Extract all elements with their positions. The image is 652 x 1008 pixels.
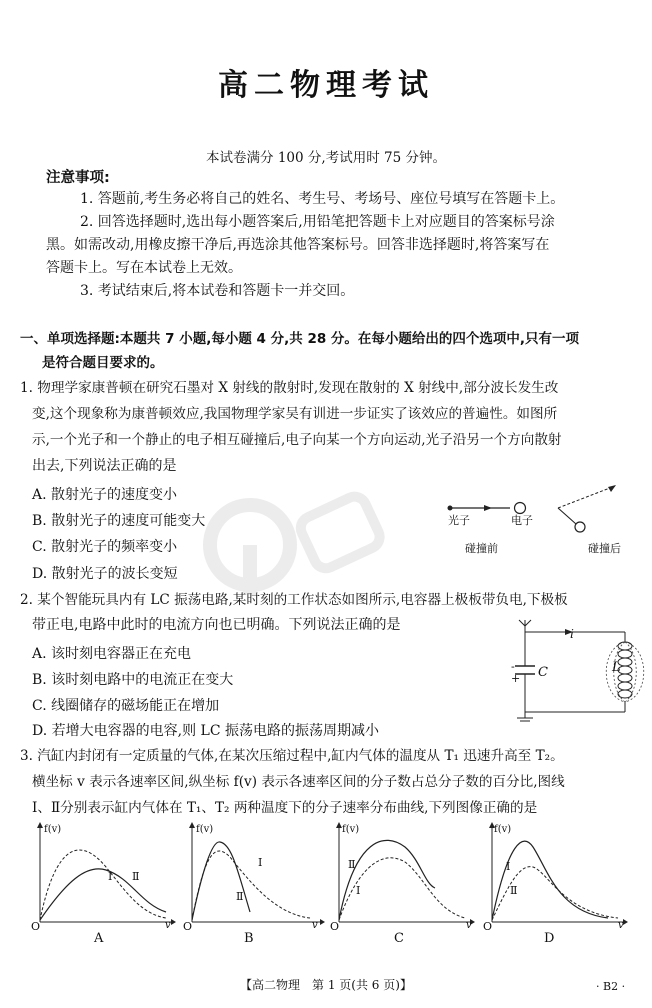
graph-d-xlabel: v [618, 920, 624, 931]
q2-option-c: C. 线圈储存的磁场能正在增加 [32, 698, 220, 714]
q1-line-2: 变,这个现象称为康普顿效应,我国物理学家吴有训进一步证实了该效应的普遍性。如图所 [32, 406, 558, 422]
notice-line-5: 3. 考试结束后,将本试卷和答题卡一并交回。 [80, 283, 355, 299]
lc-circuit-figure [505, 618, 645, 728]
fig-before-label: 碰撞前 [465, 542, 498, 555]
graph-d-label: D [544, 931, 555, 946]
graph-a-curve-2-label: Ⅱ [132, 870, 140, 883]
q2-line-2: 带正电,电路中此时的电流方向也已明确。下列说法正确的是 [32, 617, 401, 633]
scattered-arrow-icon [608, 485, 616, 492]
graph-a-curve-dashed [40, 850, 166, 920]
graph-d-origin: O [483, 920, 493, 933]
graph-c-curve-2-label: Ⅱ [348, 858, 356, 871]
notice-line-1: 1. 答题前,考生务必将自己的姓名、考生号、考场号、座位号填写在答题卡上。 [80, 191, 565, 207]
graph-c-origin: O [330, 920, 340, 933]
q1-option-d: D. 散射光子的波长变短 [32, 566, 178, 582]
graph-c [325, 822, 475, 930]
graph-b-curve-solid [192, 842, 250, 920]
graph-c-label: C [394, 931, 404, 946]
graph-b-curve-1-label: Ⅰ [258, 856, 263, 869]
fig-photon-label: 光子 [448, 514, 470, 527]
section-heading-line1: 一、单项选择题:本题共 7 小题,每小题 4 分,共 28 分。在每小题给出的四个选项中,只有一项 [20, 331, 580, 347]
current-label: i [570, 627, 574, 641]
graph-c-curve-solid [339, 840, 435, 920]
notice-line-4: 答题卡上。写在本试卷上无效。 [46, 260, 242, 276]
graph-a-curve-solid [40, 869, 166, 920]
page-code: · B2 · [596, 980, 626, 993]
fig-after-label: 碰撞后 [588, 542, 621, 555]
graph-a [26, 822, 176, 930]
q1-line-1: 1. 物理学家康普顿在研究石墨对 X 射线的散射时,发现在散射的 X 射线中,部分波长发生改 [20, 380, 559, 396]
graph-a-label: A [94, 931, 104, 946]
graph-a-origin: O [31, 920, 41, 933]
page-title: 高二物理考试 [218, 68, 434, 103]
scattered-photon-path [558, 486, 615, 508]
section-heading-line2: 是符合题目要求的。 [42, 355, 164, 371]
graph-b-curve-2-label: Ⅱ [236, 890, 244, 903]
q1-line-3: 示,一个光子和一个静止的电子相互碰撞后,电子向某一个方向运动,光子沿另一个方向散射 [32, 432, 562, 448]
page-footer: 【高二物理 第 1 页(共 6 页)】 [240, 978, 412, 992]
graph-b-ylabel: f(v) [196, 824, 214, 835]
graph-c-xlabel: v [466, 920, 472, 931]
graph-d-curve-1-label: Ⅰ [506, 860, 511, 873]
graph-b-origin: O [183, 920, 193, 933]
plus-sign: + [511, 672, 521, 685]
graph-b-xlabel: v [312, 920, 318, 931]
minus-sign: - [511, 660, 515, 673]
fig-electron-label: 电子 [511, 514, 533, 527]
photon-arrow-icon [484, 505, 492, 511]
graph-d-curve-solid [492, 841, 608, 920]
q1-option-c: C. 散射光子的频率变小 [32, 539, 178, 555]
q1-option-b: B. 散射光子的速度可能变大 [32, 513, 206, 529]
notice-line-3: 黑。如需改动,用橡皮擦干净后,再选涂其他答案标号。回答非选择题时,将答案写在 [46, 237, 550, 253]
q2-option-a: A. 该时刻电容器正在充电 [32, 646, 192, 662]
graph-c-ylabel: f(v) [342, 824, 360, 835]
graph-d-curve-2-label: Ⅱ [510, 884, 518, 897]
graph-a-curve-1-label: Ⅰ [108, 870, 113, 883]
q2-option-b: B. 该时刻电路中的电流正在变大 [32, 672, 234, 688]
graph-b [180, 822, 325, 930]
recoil-electron-path [558, 508, 576, 524]
capacitor-label: C [538, 665, 548, 680]
graph-b-curve-dashed [192, 851, 310, 920]
graph-d [478, 822, 628, 930]
watermark-logo [200, 480, 400, 610]
inductor-label: L [612, 660, 621, 675]
graph-b-label: B [244, 931, 254, 946]
q1-line-4: 出去,下列说法正确的是 [32, 458, 177, 474]
graph-d-ylabel: f(v) [494, 824, 512, 835]
notice-heading: 注意事项: [46, 170, 110, 186]
q3-line-2: 横坐标 v 表示各速率区间,纵坐标 f(v) 表示各速率区间的分子数占总分子数的百分比,图线 [32, 774, 565, 790]
graph-a-ylabel: f(v) [44, 824, 62, 835]
q1-option-a: A. 散射光子的速度变小 [32, 487, 178, 503]
q3-line-3: Ⅰ、Ⅱ分别表示缸内气体在 T₁、T₂ 两种温度下的分子速率分布曲线,下列图像正确的是 [32, 800, 538, 816]
exam-meta: 本试卷满分 100 分,考试用时 75 分钟。 [206, 150, 446, 166]
q2-line-1: 2. 某个智能玩具内有 LC 振荡电路,某时刻的工作状态如图所示,电容器上极板带负电,下极板 [20, 592, 568, 608]
q2-option-d: D. 若增大电容器的电容,则 LC 振荡电路的振荡周期减小 [32, 723, 379, 739]
notice-line-2: 2. 回答选择题时,选出每小题答案后,用铅笔把答题卡上对应题目的答案标号涂 [80, 214, 555, 230]
graph-a-xlabel: v [165, 920, 171, 931]
photon-dot [448, 506, 453, 511]
graph-c-curve-1-label: Ⅰ [356, 884, 361, 897]
recoil-electron-circle [575, 522, 585, 532]
q3-line-1: 3. 汽缸内封闭有一定质量的气体,在某次压缩过程中,缸内气体的温度从 T₁ 迅速升高至 T₂。 [20, 748, 564, 764]
